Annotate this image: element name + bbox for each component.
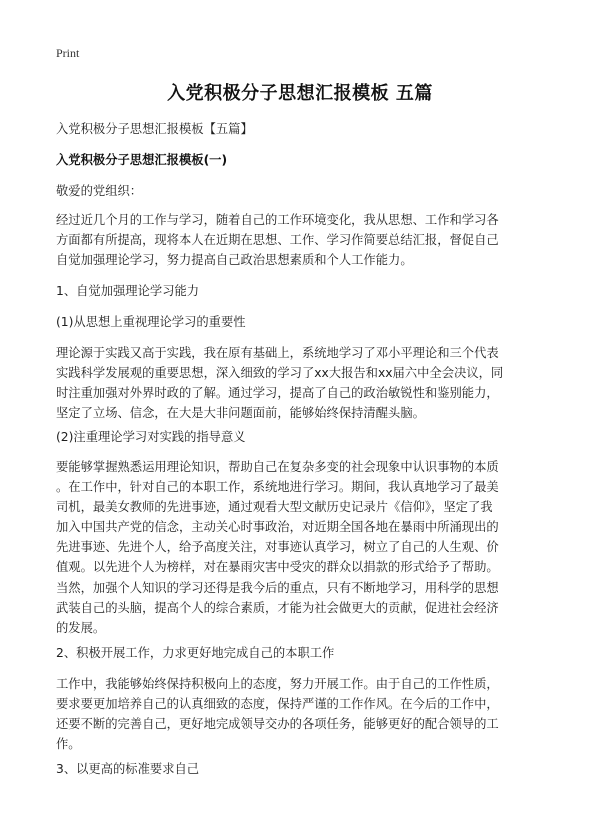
paragraph-line: 要能够掌握熟悉运用理论知识，帮助自己在复杂多变的社会现象中认识事物的本质 (56, 460, 499, 474)
point1-sub1-paragraph (56, 343, 548, 423)
point1-heading: 1、自觉加强理论学习能力 (56, 284, 200, 298)
paragraph-line: 当然，加强个人知识的学习还得是我今后的重点，只有不断地学习，用科学的思想 (56, 581, 499, 595)
paragraph-line: 要求要更加培养自己的认真细致的态度，保持严谨的工作作风。在今后的工作中， (56, 697, 499, 711)
paragraph-line: 方面都有所提高，现将本人在近期在思想、工作、学习作简要总结汇报，督促自己 (56, 233, 499, 247)
paragraph-line: 司机，最美女教师的先进事迹，通过观看大型文献历史记录片《信仰》，坚定了我 (56, 500, 493, 514)
print-label: Print (56, 46, 80, 60)
paragraph-line: 武装自己的头脑，提高个人的综合素质，才能为社会做更大的贡献，促进社会经济 (56, 601, 499, 615)
paragraph-line: 还要不断的完善自己，更好地完成领导交办的各项任务，能够更好的配合领导的工 (56, 717, 499, 731)
document-title: 入党积极分子思想汇报模板 五篇 (167, 83, 433, 104)
intro-paragraph (56, 210, 548, 270)
point1-subheading-2: (2)注重理论学习对实践的指导意义 (56, 430, 246, 444)
paragraph-line: 实践科学发展观的重要思想，深入细致的学习了xx大报告和xx届六中全会决议，同 (56, 366, 504, 380)
paragraph-line: 。在工作中，针对自己的本职工作，系统地进行学习。期间，我认真地学习了最美 (56, 480, 499, 494)
document-subtitle: 入党积极分子思想汇报模板【五篇】 (56, 122, 253, 136)
paragraph-line: 经过近几个月的工作与学习，随着自己的工作环境变化，我从思想、工作和学习各 (56, 213, 499, 227)
paragraph-line: 作。 (56, 737, 81, 751)
paragraph-line: 坚定了立场、信念，在大是大非问题面前，能够始终保持清醒头脑。 (56, 406, 425, 420)
paragraph-line: 理论源于实践又高于实践，我在原有基础上，系统地学习了邓小平理论和三个代表 (56, 346, 499, 360)
section-heading: 入党积极分子思想汇报模板(一) (56, 153, 228, 167)
paragraph-line: 时注重加强对外界时政的了解。通过学习，提高了自己的政治敏锐性和鉴别能力， (56, 386, 499, 400)
point3-heading: 3、以更高的标准要求自己 (56, 762, 200, 776)
paragraph-line: 工作中，我能够始终保持积极向上的态度，努力开展工作。由于自己的工作性质， (56, 677, 499, 691)
paragraph-line: 先进事迹、先进个人，给予高度关注，对事迹认真学习，树立了自己的人生观、价 (56, 540, 499, 554)
point1-summary-paragraph (56, 578, 548, 638)
paragraph-line: 加入中国共产党的信念，主动关心时事政治，对近期全国各地在暴雨中所涌现出的 (56, 520, 499, 534)
greeting: 敬爱的党组织： (56, 184, 143, 198)
paragraph-line: 值观。以先进个人为榜样，对在暴雨灾害中受灾的群众以捐款的形式给予了帮助。 (56, 560, 499, 574)
paragraph-line: 自觉加强理论学习，努力提高自己政治思想素质和个人工作能力。 (56, 253, 413, 267)
point2-heading: 2、积极开展工作，力求更好地完成自己的本职工作 (56, 646, 335, 660)
point2-paragraph (56, 674, 548, 754)
point1-subheading-1: (1)从思想上重视理论学习的重要性 (56, 315, 246, 329)
paragraph-line: 的发展。 (56, 621, 106, 635)
point1-sub2-paragraph (56, 457, 548, 577)
